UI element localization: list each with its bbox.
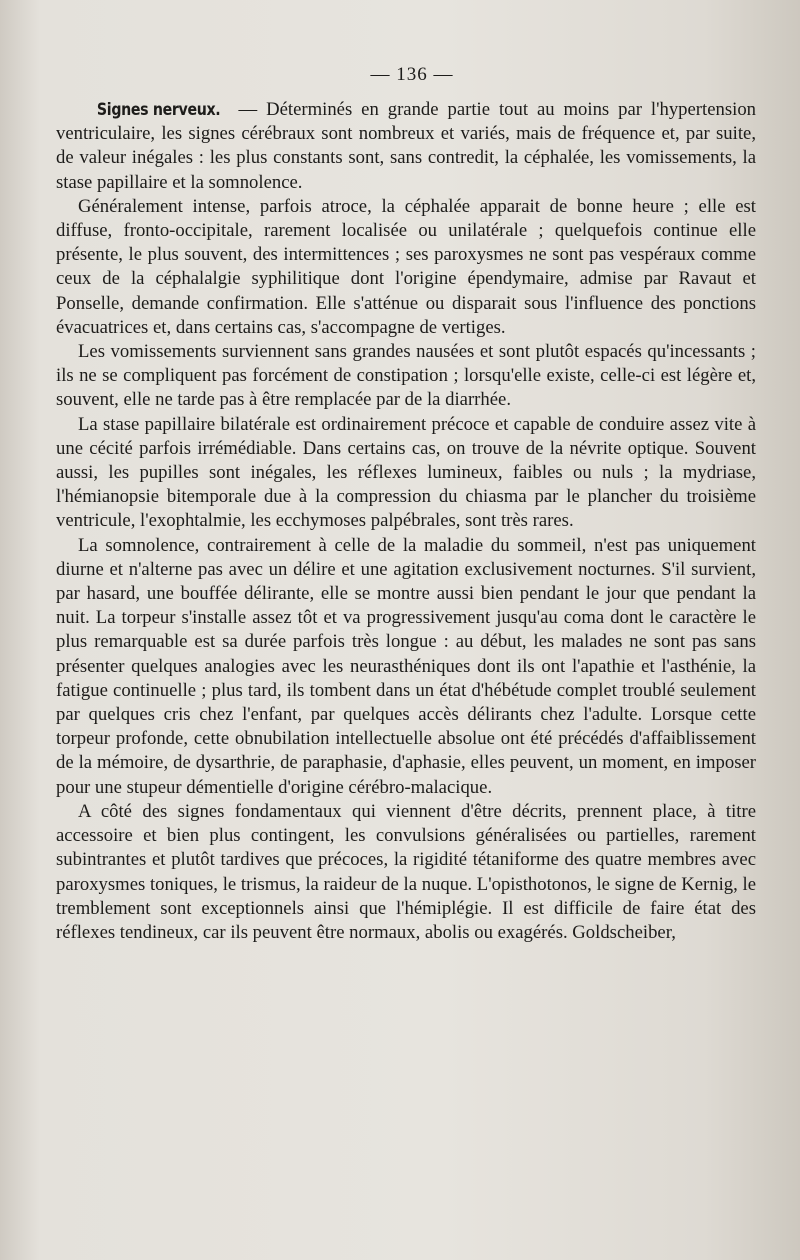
paragraph-signes-accessoires: A côté des signes fondamentaux qui viennent d'être décrits, prennent place, à titre accessoire et bien plus contingent, les convulsions généralisées ou partielles, rarement subintrantes et plutôt tardives que précoces, la rigidité tétaniforme des quatre membres avec paroxysmes toniques, le trismus, la raideur de la nuque. L'opisthotonos, le signe de Kernig, le tremblement sont exceptionnels ainsi que l'hémiplégie. Il est difficile de faire état des réflexes tendineux, car ils peuvent être normaux, abolis ou exagérés. Goldscheiber, bbox=[56, 800, 756, 943]
page-text bbox=[56, 98, 756, 945]
section-heading: Signes nerveux. bbox=[96, 100, 221, 119]
paragraph-vomissements: Les vomissements surviennent sans grandes nausées et sont plutôt espacés qu'incessants ; ils ne se compliquent pas forcément de constipation ; lorsqu'elle existe, celle-ci est légère et, souvent, elle ne tarde pas à être remplacée par de la diarrhée. bbox=[56, 341, 756, 411]
intro-text: — Déterminés en grande partie tout au moins par l'hypertension ventriculaire, les signes cérébraux sont nombreux et variés, mais de fréquence et, par suite, de valeur inégales : les plus constants sont, sans contredit, la céphalée, les vomissements, la stase papillaire et la somnolence. bbox=[56, 99, 757, 193]
intro-paragraph bbox=[56, 98, 756, 195]
paragraph-somnolence: La somnolence, contrairement à celle de la maladie du sommeil, n'est pas uniquement diurne et n'alterne pas avec un délire et une agitation exclusivement nocturnes. S'il survient, par hasard, une bouffée délirante, elle se montre aussi bien pendant le jour que pendant la nuit. La torpeur s'installe assez tôt et va progressivement jusqu'au coma dont le caractère le plus remarquable est sa durée parfois très longue : au début, les malades ne sont pas sans présenter quelques analogies avec les neurasthéniques dont ils ont l'apathie et l'asthénie, la fatigue continuelle ; plus tard, ils tombent dans un état d'hébétude complet troublé seulement par quelques cris chez l'enfant, par quelques accès délirants chez l'adulte. Lorsque cette torpeur profonde, cette obnubilation intellectuelle absolue ont été précédés d'affaiblissement de la mémoire, de dysarthrie, de paraphasie, d'aphasie, elles peuvent, un moment, en imposer pour une stupeur démentielle d'origine cérébro-malacique. bbox=[56, 534, 756, 798]
page-number: — 136 — bbox=[370, 64, 454, 85]
paragraph-stase-papillaire: La stase papillaire bilatérale est ordinairement précoce et capable de conduire assez vite à une cécité parfois irrémédiable. Dans certains cas, on trouve de la névrite optique. Souvent aussi, les pupilles sont inégales, les réflexes lumineux, faibles ou nuls ; la mydriase, l'hémianopsie bitemporale due à la compression du chiasma par le plancher du troisième ventricule, l'exophtalmie, les ecchymoses palpébrales, sont très rares. bbox=[56, 413, 756, 532]
paragraph-cephalee: Généralement intense, parfois atroce, la céphalée apparait de bonne heure ; elle est diffuse, fronto-occipitale, rarement localisée ou unilatérale ; quelquefois continue elle présente, le plus souvent, des intermittences ; ses paroxysmes ne sont pas vespéraux comme ceux de la céphalalgie syphilitique dont l'origine épendymaire, admise par Ravaut et Ponselle, demande confirmation. Elle s'atténue ou disparait sous l'influence des ponctions évacuatrices et, dans certains cas, s'accompagne de vertiges. bbox=[56, 195, 756, 338]
